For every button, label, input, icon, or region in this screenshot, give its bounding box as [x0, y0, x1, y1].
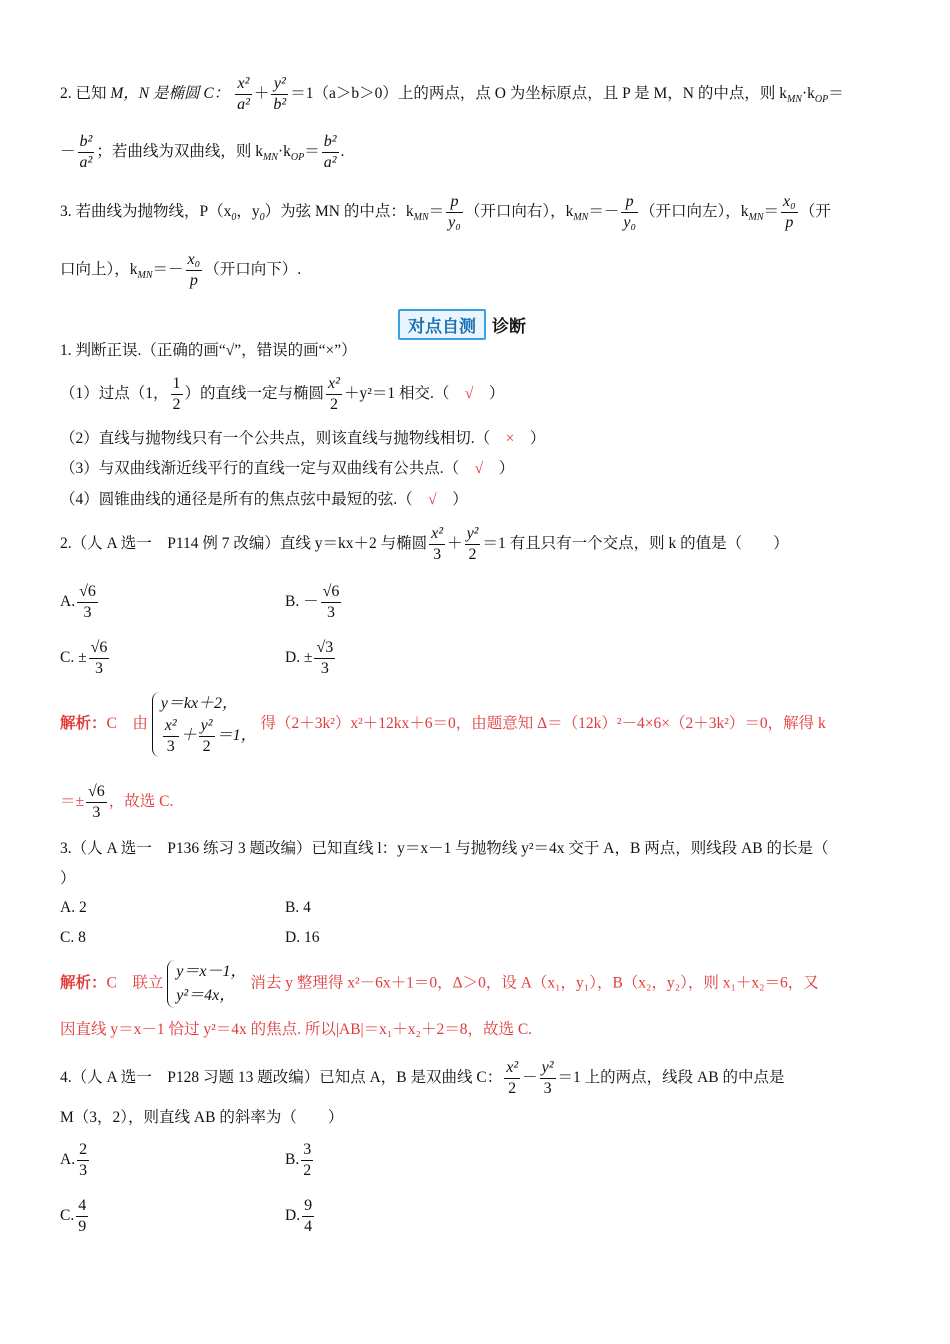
q3-stem-2: ） — [60, 870, 76, 887]
q2-option-a[interactable]: A. $\frac{√6}{3}$ — [60, 583, 96, 621]
top-item-3-line-1: 3. 若曲线为抛物线，$P(x_0$，$y_0$）为弦 MN 的中点：$k_{MN}=$ $\frac{p}{\text{y₀}}$ （开口向右），$k_{MN}=-$ $\frac{p}{\text{y₀}}$ （开口向左），$k_{MN}=$ $\frac{\text{x₀}}{p}$ （开 — [60, 193, 831, 231]
section-badge — [398, 309, 526, 340]
q3-option-b[interactable]: B. 4 — [285, 899, 311, 916]
q3-option-d[interactable]: D. 16 — [285, 929, 320, 946]
q4-option-d[interactable]: D. $\frac{9}{4}$ — [285, 1197, 313, 1235]
q1-statement-4: （4）圆锥曲线的通径是所有的焦点弦中最短的弦.（ √ ） — [60, 491, 468, 508]
q4-option-a[interactable]: A. $\frac{2}{3}$ — [60, 1141, 88, 1179]
q3-solution: 解析：C 联立 y＝x－1， y²＝4x， 消去 y 整理得 x²－6x＋1＝0，Δ＞0，设 A（x₁，y₁），B（x₂，y₂），则 x₁＋x₂＝6，又 — [60, 960, 890, 1008]
q2-stem: 2.（人 A 选一 P114 例 7 改编）直线 y＝kx＋2 与椭圆 $\frac{\text{x²}}{3}$ ＋ $\frac{\text{y²}}{2}$ ＝1 有且只有一个交点，则 k 的值是（ ） — [60, 525, 789, 563]
q1-statement-3: （3）与双曲线渐近线平行的直线一定与双曲线有公共点.（ √ ） — [60, 460, 515, 477]
fraction-x2-a2: $\frac{\text{x²}}{\text{a²}}$ — [237, 75, 250, 113]
q4-option-b[interactable]: B. $\frac{3}{2}$ — [285, 1141, 312, 1179]
q2-solution-line-2: ＝± $\frac{√6}{3}$ ，故选 C. — [60, 783, 174, 821]
q4-stem: 4.（人 A 选一 P128 习题 13 题改编）已知点 A，B 是双曲线 C： $\frac{\text{x²}}{2}$ － $\frac{\text{y²}}{3}$ ＝1 上的两点，线段 AB 的中点是 — [60, 1059, 785, 1097]
q3-option-a[interactable]: A. 2 — [60, 899, 87, 916]
q2-option-b[interactable]: B. － $\frac{√6}{3}$ — [285, 583, 340, 621]
q3-solution-line-2: 因直线 y＝x－1 恰过 y²＝4x 的焦点. 所以|AB|＝x₁＋x₂＋2＝8，故选 C. — [60, 1021, 533, 1038]
fraction-b2-a2-b: $\frac{\text{b²}}{\text{a²}}$ — [323, 133, 337, 171]
fraction-b2-a2: $\frac{\text{b²}}{\text{a²}}$ — [79, 133, 93, 171]
q2-option-d[interactable]: D. ± $\frac{√3}{3}$ — [285, 639, 334, 677]
top-item-2-line-2: － $\frac{\text{b²}}{\text{a²}}$ ；若曲线为双曲线，则 $k_{MN}\cdot k_{OP}=$ $\frac{\text{b²}}{\text{a²}}$ . — [60, 133, 345, 171]
q4-stem-2: M（3，2），则直线 AB 的斜率为（ ） — [60, 1109, 344, 1126]
q3-stem: 3.（人 A 选一 P136 练习 3 题改编）已知直线 l：y＝x－1 与抛物线 y²＝4x 交于 A，B 两点，则线段 AB 的长是（ — [60, 840, 829, 857]
q1-title: 1. 判断正误.（正确的画“√”，错误的画“×”） — [60, 342, 357, 359]
q1-statement-2: （2）直线与抛物线只有一个公共点，则该直线与抛物线相切.（ × ） — [60, 430, 546, 447]
badge-tail: 诊断 — [492, 317, 526, 337]
q2-option-c[interactable]: C. ± $\frac{√6}{3}$ — [60, 639, 108, 677]
q4-option-c[interactable]: C. $\frac{4}{9}$ — [60, 1197, 87, 1235]
q3-option-c[interactable]: C. 8 — [60, 929, 86, 946]
fraction-y2-b2: $\frac{\text{y²}}{\text{b²}}$ — [273, 75, 287, 113]
top-item-3-line-2: 口向上），$k_{MN}=-$ $\frac{\text{x₀}}{p}$ （开口向下）. — [60, 251, 302, 289]
q1-statement-1: （1）过点（1， $\frac{1}{2}$ ）的直线一定与椭圆 $\frac{\text{x²}}{2}$ ＋y²＝1 相交.（ √ ） — [60, 375, 505, 413]
q2-solution: 解析：C 由 y＝kx＋2， $\frac{\text{x²}}{3}$ ＋ $\frac{\text{y²}}{2}$ ＝1， 得（2＋3k²）x²＋12kx＋6＝0，由题意知 Δ＝（12k）²－4×6×（2＋3k²）＝0，解得 k — [60, 692, 890, 757]
q2-equation-system: y＝kx＋2， $\frac{\text{x²}}{3}$ ＋ $\frac{\text{y²}}{2}$ ＝1， — [152, 692, 257, 757]
badge-box: 对点自测 — [398, 309, 486, 340]
top-item-2-line-1: 2. 已知 M，N 是椭圆 C： $\frac{\text{x²}}{\text{a²}}$ ＋ $\frac{\text{y²}}{\text{b²}}$ ＝1（a＞b＞0）上的两点，点 O 为坐标原点，且 P 是 M，N 的中点，则 $k_{MN}\cdot k_{OP}=$ — [60, 75, 844, 113]
q3-equation-system: y＝x－1， y²＝4x， — [167, 960, 246, 1008]
